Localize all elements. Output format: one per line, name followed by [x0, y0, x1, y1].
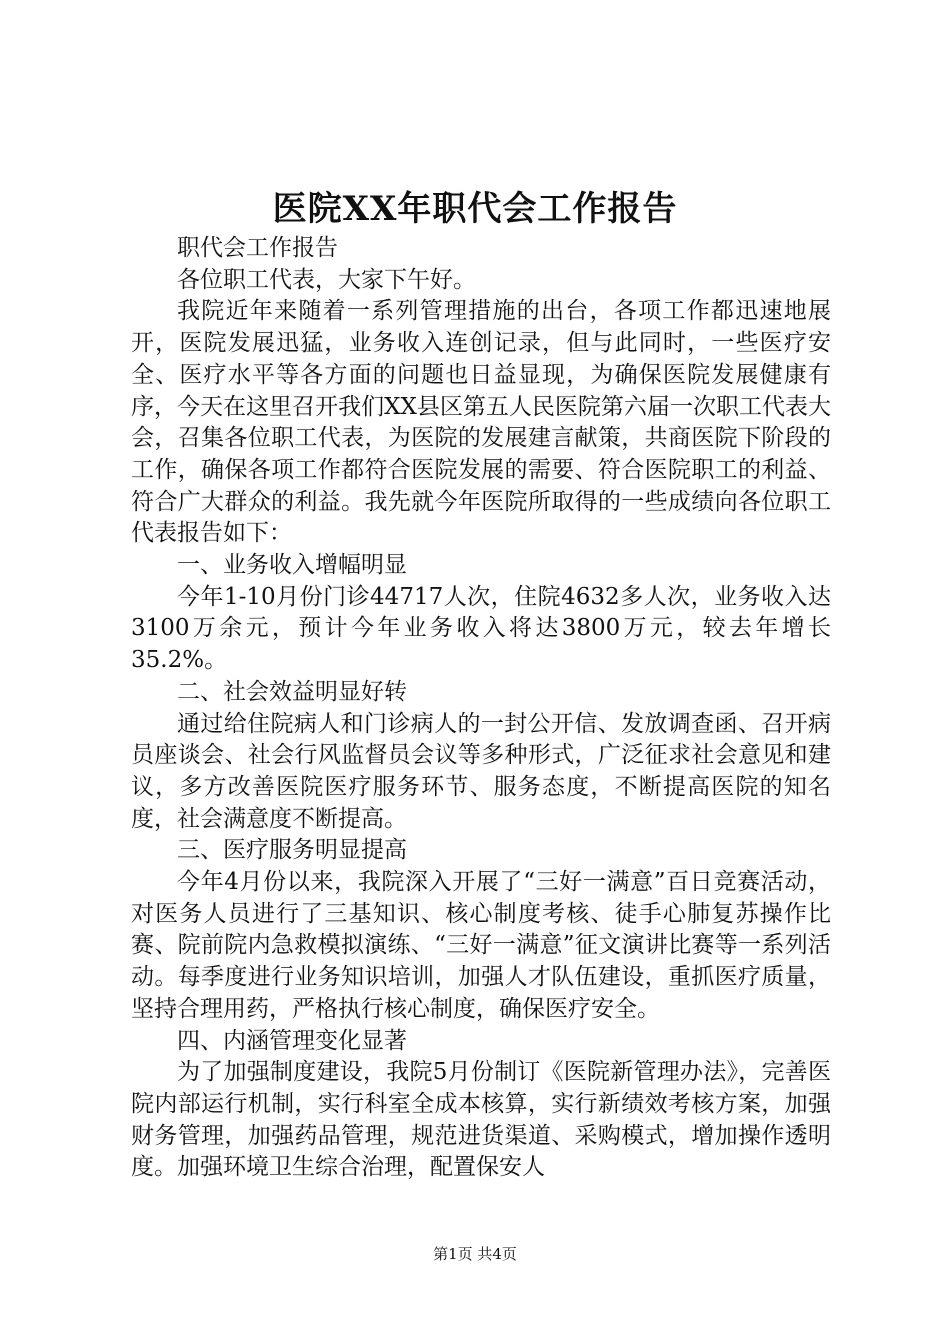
paragraph-introduction: 我院近年来随着一系列管理措施的出台，各项工作都迅速地展开，医院发展迅猛，业务收入连创记录，但与此同时，一些医疗安全、医疗水平等各方面的问题也日益显现，为确保医院发展健康有序，今天在这里召开我们XX县区第五人民医院第六届一次职工代表大会，召集各位职工代表，为医院的发展建言献策，共商医院下阶段的工作，确保各项工作都符合医院发展的需要、符合医院职工的利益、符合广大群众的利益。我先就今年医院所取得的一些成绩向各位职工代表报告如下：	[131, 298, 831, 547]
paragraph-section-3: 今年4月份以来，我院深入开展了“三好一满意”百日竞赛活动，对医务人员进行了三基知识、核心制度考核、徒手心肺复苏操作比赛、院前院内急救模拟演练、“三好一满意”征文演讲比赛等一系列活动。每季度进行业务知识培训，加强人才队伍建设，重抓医疗质量，坚持合理用药，严格执行核心制度，确保医疗安全。	[131, 869, 831, 1022]
document-title: 医院XX年职代会工作报告	[272, 189, 678, 229]
section-heading-2: 二、社会效益明显好转	[177, 678, 407, 705]
section-heading-4: 四、内涵管理变化显著	[177, 1027, 407, 1054]
section-heading-3: 三、医疗服务明显提高	[177, 837, 407, 864]
paragraph-section-2: 通过给住院病人和门诊病人的一封公开信、发放调查函、召开病员座谈会、社会行风监督员会议等多种形式，广泛征求社会意见和建议，多方改善医院医疗服务环节、服务态度，不断提高医院的知名度，社会满意度不断提高。	[131, 710, 831, 832]
paragraph-section-1: 今年1-10月份门诊44717人次，住院4632多人次，业务收入达3100万余元，预计今年业务收入将达3800万元，较去年增长35.2%。	[131, 583, 831, 674]
document-body	[131, 233, 831, 1184]
paragraph-report-subtitle: 职代会工作报告	[177, 235, 338, 261]
paragraph-section-4: 为了加强制度建设，我院5月份制订《医院新管理办法》，完善医院内部运行机制，实行科室全成本核算，实行新绩效考核方案，加强财务管理，加强药品管理，规范进货渠道、采购模式，增加操作透明度。加强环境卫生综合治理，配置保安人	[131, 1059, 831, 1181]
page-footer: 第1页 共4页	[433, 1245, 517, 1263]
paragraph-greeting: 各位职工代表，大家下午好。	[177, 266, 476, 293]
section-heading-1: 一、业务收入增幅明显	[177, 552, 407, 579]
